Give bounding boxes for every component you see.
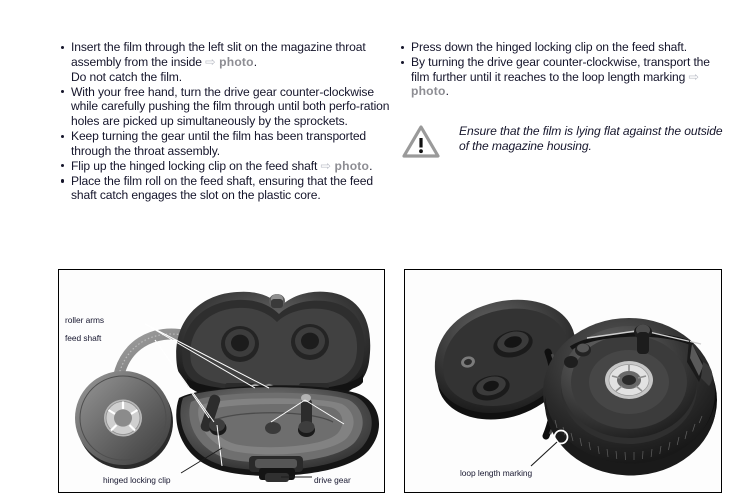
figure-loop-length-graphic bbox=[405, 270, 721, 492]
callout-drive-gear: drive gear bbox=[314, 475, 351, 485]
figure-loop-length bbox=[404, 269, 722, 493]
photo-reference bbox=[320, 159, 369, 173]
list-item-subline: Do not catch the film. bbox=[71, 69, 182, 84]
instructions-column-right bbox=[400, 40, 725, 99]
list-item: Press down the hinged locking clip on the feed shaft. bbox=[400, 40, 725, 55]
photo-reference bbox=[205, 55, 254, 69]
bullet-tail: . bbox=[253, 54, 257, 69]
callout-hinged-locking-clip: hinged locking clip bbox=[103, 475, 171, 485]
bullet-list-left bbox=[60, 40, 395, 203]
bullet-text: By turning the drive gear counter-clockwise, transport the film further until it reaches to the loop length marking bbox=[411, 55, 710, 84]
callout-roller-arms: roller arms bbox=[65, 315, 105, 325]
bullet-text: Flip up the hinged locking clip on the feed shaft bbox=[71, 158, 321, 173]
photo-label: photo bbox=[334, 158, 370, 173]
arrow-right-icon: ⇨ bbox=[320, 158, 331, 173]
bullet-text: Insert the film through the left slit on the magazine throat assembly from the inside bbox=[71, 40, 366, 69]
callout-loop-length-marking: loop length marking bbox=[460, 468, 533, 478]
list-item: Place the film roll on the feed shaft, ensuring that the feed shaft catch engages the slot on the plastic core. bbox=[60, 174, 395, 203]
list-item bbox=[60, 40, 395, 69]
photo-label: photo bbox=[411, 84, 446, 99]
list-item: Keep turning the gear until the film has been transported through the throat assembly. bbox=[60, 129, 395, 158]
list-item bbox=[60, 159, 395, 174]
warning-note bbox=[402, 122, 727, 158]
bullet-tail: . bbox=[369, 158, 373, 173]
instructions-column-left bbox=[60, 40, 395, 204]
warning-triangle-icon bbox=[402, 124, 440, 158]
figure-magazine-open-graphic bbox=[59, 270, 384, 492]
bullet-list-right bbox=[400, 40, 725, 99]
list-item bbox=[400, 55, 725, 99]
arrow-right-icon: ⇨ bbox=[205, 54, 216, 69]
callout-feed-shaft: feed shaft bbox=[65, 333, 102, 343]
arrow-right-icon: ⇨ bbox=[688, 69, 699, 84]
list-item: With your free hand, turn the drive gear counter-clockwise while carefully pushing the film through until both perfo-ration holes are picked up simultaneously by the sprockets. bbox=[60, 85, 395, 129]
warning-note-text: Ensure that the film is lying flat against the outside of the magazine housing. bbox=[459, 124, 723, 153]
photo-label: photo bbox=[219, 54, 254, 69]
figure-magazine-open bbox=[58, 269, 385, 493]
bullet-tail: . bbox=[445, 84, 449, 99]
